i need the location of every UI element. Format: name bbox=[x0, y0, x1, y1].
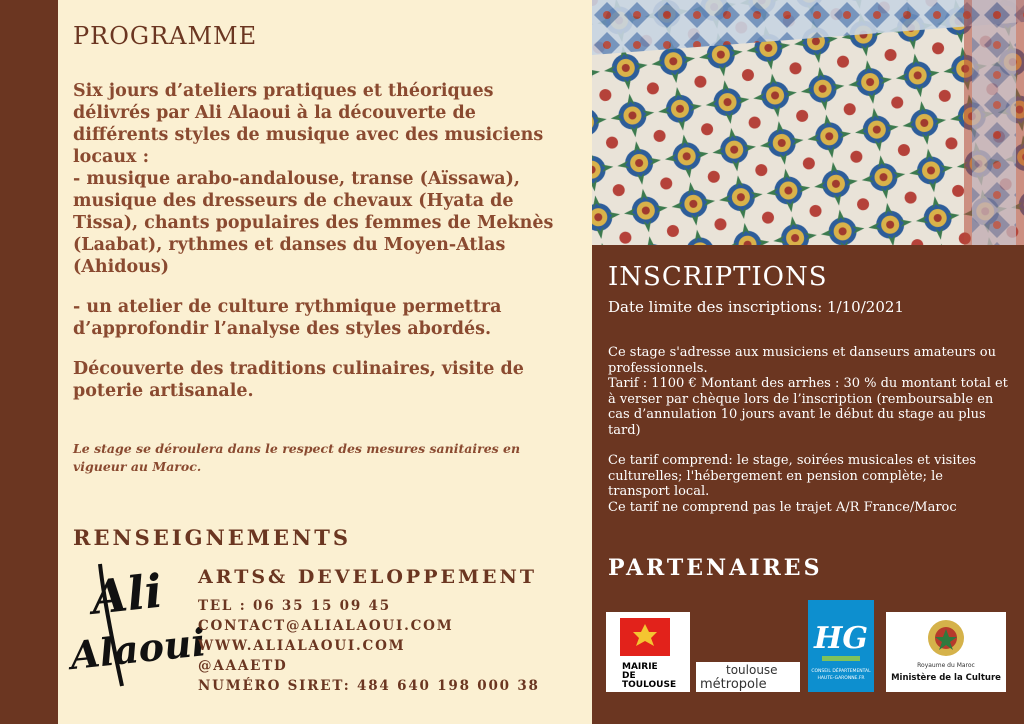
inscriptions-panel bbox=[592, 0, 1024, 724]
siret-number: NUMÉRO SIRET: 484 640 198 000 38 bbox=[198, 678, 540, 694]
programme-styles: - musique arabo-andalouse, transe (Aïssawa), musique des dresseurs de chevaux (Hyata de Tissa), chants populaires des femmes de Meknès (Laabat), rythmes et danses du Moyen-Atlas (Ahidous) bbox=[73, 169, 554, 277]
excluded-text: Ce tarif ne comprend pas le trajet A/R France/Maroc bbox=[608, 499, 957, 515]
programme-sanitary-note: Le stage se déroulera dans le respect des mesures sanitaires en vigueur au Maroc. bbox=[73, 441, 521, 474]
programme-heading: PROGRAMME bbox=[73, 22, 258, 50]
ali-alaoui-logo bbox=[67, 560, 208, 690]
mairie-line-1: MAIRIE bbox=[622, 662, 658, 672]
programme-panel bbox=[58, 0, 592, 724]
toulouse-metropole-logo bbox=[696, 662, 800, 692]
left-border-strip bbox=[0, 0, 58, 724]
programme-rhythm-workshop: - un atelier de culture rythmique permettra d’approfondir l’analyse des styles abordés. bbox=[73, 297, 502, 339]
inscriptions-heading: INSCRIPTIONS bbox=[608, 262, 828, 292]
metropole-line-1: toulouse bbox=[726, 663, 778, 677]
maroc-line-1: Royaume du Maroc bbox=[917, 662, 975, 669]
contact-block bbox=[198, 566, 540, 696]
renseignements-heading: RENSEIGNEMENTS bbox=[73, 525, 352, 550]
logo-line-1: Ali bbox=[88, 563, 165, 625]
programme-body bbox=[73, 80, 573, 402]
registration-deadline: Date limite des inscriptions: 1/10/2021 bbox=[608, 298, 904, 316]
programme-intro: Six jours d’ateliers pratiques et théoriques délivrés par Ali Alaoui à la découverte de différents styles de musique avec des musiciens locaux : bbox=[73, 81, 544, 167]
haute-garonne-logo bbox=[808, 600, 874, 692]
included-text: Ce tarif comprend: le stage, soirées musicales et visites culturelles; l'hébergement en pension complète; le transport local. bbox=[608, 453, 977, 499]
metropole-line-2: métropole bbox=[700, 677, 767, 692]
mairie-line-2: DE bbox=[622, 671, 636, 681]
website-url: WWW.ALIALAOUI.COM bbox=[198, 638, 406, 654]
organisation-name: ARTS& DEVELOPPEMENT bbox=[198, 566, 537, 588]
mairie-toulouse-logo bbox=[606, 612, 690, 692]
mairie-line-3: TOULOUSE bbox=[622, 680, 677, 690]
audience-text: Ce stage s'adresse aux musiciens et danseurs amateurs ou professionnels. bbox=[608, 345, 996, 376]
email-address: CONTACT@ALIALAOUI.COM bbox=[198, 618, 454, 634]
pricing-text: Tarif : 1100 € Montant des arrhes : 30 % du montant total et à verser par chèque lors de l’inscription (remboursable en cas d’annulation 10 jours avant le début du stage au plus tard) bbox=[608, 376, 1008, 438]
social-handle: @AAAETD bbox=[198, 658, 288, 674]
hg-line-2: HAUTE-GARONNE.FR bbox=[817, 676, 865, 681]
moroccan-tile-photo bbox=[592, 0, 1024, 245]
ministere-culture-logo bbox=[886, 612, 1006, 692]
programme-culinary: Découverte des traditions culinaires, visite de poterie artisanale. bbox=[73, 359, 524, 401]
hg-mark: HG bbox=[814, 621, 868, 656]
logo-line-2: Alaoui bbox=[67, 619, 208, 679]
hg-line-1: CONSEIL DÉPARTEMENTAL bbox=[811, 669, 871, 674]
maroc-line-2: Ministère de la Culture bbox=[891, 673, 1001, 683]
inscriptions-body bbox=[608, 345, 1008, 515]
phone-number: TEL : 06 35 15 09 45 bbox=[198, 598, 391, 614]
partenaires-heading: PARTENAIRES bbox=[608, 555, 823, 581]
